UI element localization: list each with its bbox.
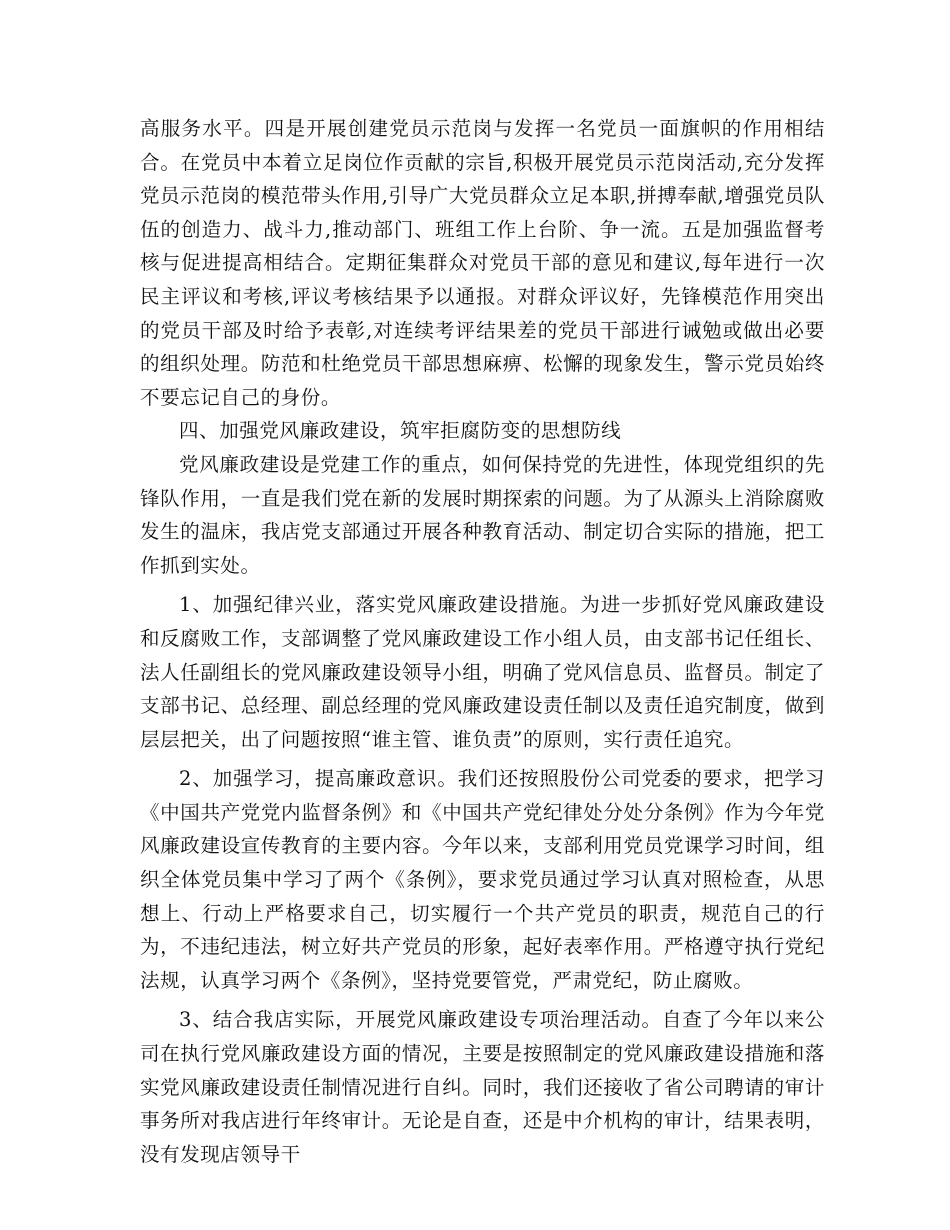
paragraph-intro: 党风廉政建设是党建工作的重点，如何保持党的先进性，体现党组织的先锋队作用，一直是我们党在新的发展时期探索的问题。为了从源头上消除腐败发生的温床，我店党支部通过开展各种教育活动、制定切合实际的措施，把工作抓到实处。 [140,452,825,577]
document-body [140,112,825,1171]
section-heading-four: 四、加强党风廉政建设，筑牢拒腐防变的思想防线 [179,419,622,443]
paragraph-item-3: 3、结合我店实际，开展党风廉政建设专项治理活动。自查了今年以来公司在执行党风廉政建设方面的情况，主要是按照制定的党风廉政建设措施和落实党风廉政建设责任制情况进行自纠。同时，我们还接收了省公司聘请的审计事务所对我店进行年终审计。无论是自查，还是中介机构的审计，结果表明，没有发现店领导干 [140,1008,825,1166]
paragraph-item-2: 2、加强学习，提高廉政意识。我们还按照股份公司党委的要求，把学习《中国共产党党内监督条例》和《中国共产党纪律处分处分条例》作为今年党风廉政建设宣传教育的主要内容。今年以来，支部利用党员党课学习时间，组织全体党员集中学习了两个《条例》，要求党员通过学习认真对照检查，从思想上、行动上严格要求自己，切实履行一个共产党员的职责，规范自己的行为，不违纪违法，树立好共产党员的形象，起好表率作用。严格遵守执行党纪法规，认真学习两个《条例》，坚持党要管党，严肃党纪，防止腐败。 [140,767,825,992]
paragraph-item-1: 1、加强纪律兴业，落实党风廉政建设措施。为进一步抓好党风廉政建设和反腐败工作，支部调整了党风廉政建设工作小组人员，由支部书记任组长、法人任副组长的党风廉政建设领导小组，明确了党风信息员、监督员。制定了支部书记、总经理、副总经理的党风廉政建设责任制以及责任追究制度，做到层层把关，出了问题按照“谁主管、谁负责”的原则，实行责任追究。 [140,593,825,751]
paragraph-continuation: 高服务水平。四是开展创建党员示范岗与发挥一名党员一面旗帜的作用相结合。在党员中本着立足岗位作贡献的宗旨,积极开展党员示范岗活动,充分发挥党员示范岗的模范带头作用,引导广大党员群众立足本职,拼搏奉献,增强党员队伍的创造力、战斗力,推动部门、班组工作上台阶、争一流。五是加强监督考核与促进提高相结合。定期征集群众对党员干部的意见和建议,每年进行一次民主评议和考核,评议考核结果予以通报。对群众评议好，先锋模范作用突出的党员干部及时给予表彰,对连续考评结果差的党员干部进行诫勉或做出必要的组织处理。防范和杜绝党员干部思想麻痹、松懈的现象发生，警示党员始终不要忘记自己的身份。 [140,117,825,409]
